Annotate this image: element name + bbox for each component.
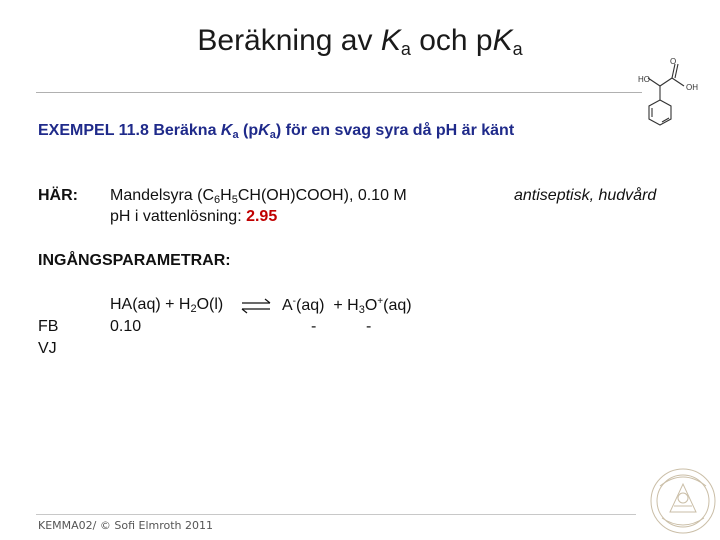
row-label-vj: VJ xyxy=(38,340,57,357)
example-text-suffix: ) för en svag syra då pH är känt xyxy=(275,122,515,139)
footer-credit: KEMMA02/ © Sofi Elmroth 2011 xyxy=(38,519,214,532)
equilibrium-arrows-icon xyxy=(240,298,272,314)
here-label: HÄR: xyxy=(38,187,78,204)
eq-text-f: (aq) xyxy=(383,297,412,314)
compound-sub-1: 6 xyxy=(214,194,221,206)
atom-o: O xyxy=(670,57,677,66)
university-seal-icon xyxy=(648,466,718,536)
title-sub-2: a xyxy=(512,39,523,59)
title-text-prefix: Beräkning av xyxy=(197,24,381,57)
ph-line xyxy=(110,208,277,226)
bond-c-c xyxy=(660,78,672,86)
fb-ha-value: 0.10 xyxy=(110,318,142,335)
example-heading xyxy=(38,122,514,141)
ph-label: pH i vattenlösning: xyxy=(110,208,247,225)
footer-divider xyxy=(36,514,636,515)
title-text-mid: och p xyxy=(410,24,493,57)
example-text-mid: (p xyxy=(238,122,259,139)
compound-text-b: H xyxy=(220,187,232,204)
reaction-equation-left xyxy=(110,296,223,315)
eq-sub-2: 3 xyxy=(358,304,365,316)
compound-text-c: CH(OH)COOH), 0.10 M xyxy=(237,187,407,204)
compound-sub-2: 5 xyxy=(231,194,238,206)
example-sub-2: a xyxy=(269,129,276,141)
example-k-1: K xyxy=(220,122,233,139)
slide-title xyxy=(0,24,720,60)
atom-oh: OH xyxy=(686,83,698,92)
eq-sub-1: 2 xyxy=(190,303,197,315)
compound-line xyxy=(110,187,407,206)
eq-text-e: O xyxy=(364,297,378,314)
example-text-prefix: EXEMPEL 11.8 Beräkna xyxy=(38,122,221,139)
eq-text-b: O(l) xyxy=(196,296,224,313)
eq-sup-1: - xyxy=(292,296,297,307)
eq-text-d: (aq) + H xyxy=(296,297,359,314)
usage-note: antiseptisk, hudvård xyxy=(514,187,657,204)
bond-c-oh xyxy=(672,78,684,86)
ph-value: 2.95 xyxy=(246,208,278,225)
input-heading: INGÅNGSPARAMETRAR: xyxy=(38,252,231,269)
title-k-1: K xyxy=(380,24,401,57)
title-divider xyxy=(36,92,642,93)
bond-c-o-carbonyl xyxy=(672,64,675,78)
title-sub-1: a xyxy=(400,39,411,59)
example-k-2: K xyxy=(258,122,270,139)
atom-ho: HO xyxy=(638,75,650,84)
bond-c-o-carbonyl-double xyxy=(675,64,678,78)
fb-a-value: - xyxy=(311,318,317,335)
row-label-fb: FB xyxy=(38,318,59,335)
mandelic-acid-structure xyxy=(628,52,708,134)
fb-h3o-value: - xyxy=(366,318,372,335)
eq-text-c: A xyxy=(282,297,293,314)
example-sub-1: a xyxy=(232,129,239,141)
eq-sup-2: + xyxy=(377,296,384,307)
reaction-equation-right xyxy=(282,296,412,316)
title-k-2: K xyxy=(492,24,513,57)
compound-text-a: Mandelsyra (C xyxy=(110,187,215,204)
eq-text-a: HA(aq) + H xyxy=(110,296,191,313)
